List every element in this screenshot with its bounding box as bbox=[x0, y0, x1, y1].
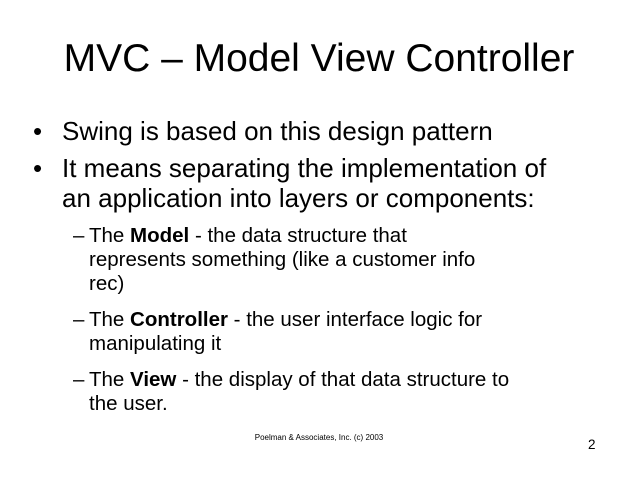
subbullet-text-line: represents something (like a customer info bbox=[89, 248, 476, 271]
subbullet-rest: - the user interface logic for bbox=[227, 308, 483, 331]
subbullet-text-line: manipulating it bbox=[89, 332, 222, 355]
page-number: 2 bbox=[588, 437, 596, 452]
subbullet-term-view: View bbox=[130, 368, 177, 391]
subbullet-marker: – bbox=[73, 224, 85, 247]
subbullet-marker: – bbox=[73, 368, 85, 391]
subbullet-prefix: The bbox=[89, 368, 131, 391]
subbullet-text-line bbox=[89, 224, 609, 248]
subbullet-text-line bbox=[89, 308, 609, 332]
subbullet-text-line: the user. bbox=[89, 392, 168, 415]
bullet-text-line: Swing is based on this design pattern bbox=[62, 116, 493, 146]
bullet-marker: • bbox=[33, 153, 43, 183]
subbullet-rest: - the display of that data structure to bbox=[176, 368, 510, 391]
subbullet-text-line: rec) bbox=[89, 272, 125, 295]
subbullet-rest: - the data structure that bbox=[189, 224, 407, 247]
bullet-marker: • bbox=[33, 116, 43, 146]
subbullet-prefix: The bbox=[89, 308, 131, 331]
bullet-text-line: It means separating the implementation of bbox=[62, 153, 547, 183]
slide-footer: Poelman & Associates, Inc. (c) 2003 bbox=[254, 433, 384, 442]
slide-title: MVC – Model View Controller bbox=[63, 37, 575, 80]
subbullet-marker: – bbox=[73, 308, 85, 331]
subbullet-term-model: Model bbox=[130, 224, 190, 247]
bullet-text-line: an application into layers or components: bbox=[62, 183, 535, 213]
subbullet-text-line bbox=[89, 368, 609, 392]
subbullet-term-controller: Controller bbox=[130, 308, 228, 331]
subbullet-prefix: The bbox=[89, 224, 131, 247]
